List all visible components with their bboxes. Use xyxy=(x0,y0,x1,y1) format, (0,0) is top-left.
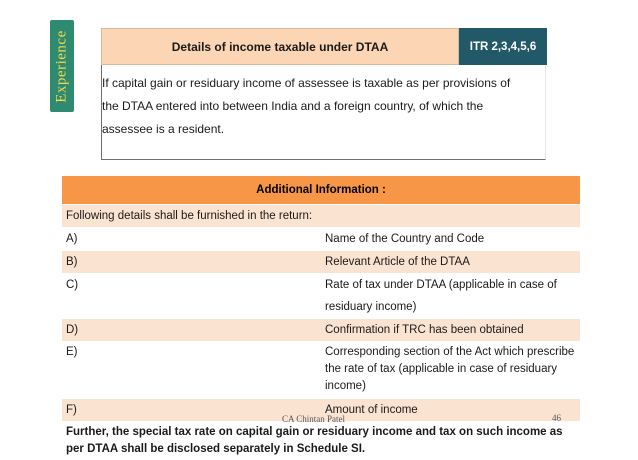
table-header-row xyxy=(62,176,580,205)
table-row xyxy=(62,319,580,342)
table-row xyxy=(62,342,580,399)
row-text: Rate of tax under DTAA (applicable in case of residuary income) xyxy=(321,274,580,319)
topic-title: Details of income taxable under DTAA xyxy=(101,28,459,65)
description-line: If capital gain or residuary income of assessee is taxable as per provisions of xyxy=(102,72,545,95)
row-letter: A) xyxy=(62,228,321,251)
itr-forms-badge: ITR 2,3,4,5,6 xyxy=(459,28,547,65)
row-letter: C) xyxy=(62,274,321,319)
row-text: Name of the Country and Code xyxy=(321,228,580,251)
row-text: Confirmation if TRC has been obtained xyxy=(321,319,580,342)
table-note: Further, the special tax rate on capital gain or residuary income and tax on such income as per DTAA shall be disclosed separately in Schedule SI. xyxy=(62,422,580,460)
description-line: the DTAA entered into between India and a foreign country, of which the xyxy=(102,95,545,118)
table-row xyxy=(62,274,580,319)
row-letter: B) xyxy=(62,251,321,274)
row-text: Amount of income xyxy=(321,399,580,422)
table-row xyxy=(62,251,580,274)
row-letter: F) xyxy=(62,399,321,422)
description-box xyxy=(101,65,546,160)
section-tab xyxy=(50,20,74,112)
table-header: Additional Information : xyxy=(62,176,580,205)
table-row xyxy=(62,205,580,228)
row-letter: D) xyxy=(62,319,321,342)
row-text: Relevant Article of the DTAA xyxy=(321,251,580,274)
description-line: assessee is a resident. xyxy=(102,118,545,141)
table-row xyxy=(62,422,580,460)
row-letter: E) xyxy=(62,342,321,399)
section-tab-label: Experience xyxy=(54,30,71,102)
row-text: Corresponding section of the Act which prescribe the rate of tax (applicable in case of residuary income) xyxy=(321,342,580,399)
page-number: 46 xyxy=(552,413,561,423)
table-intro: Following details shall be furnished in the return: xyxy=(62,205,580,228)
topic-header xyxy=(101,28,547,65)
table-row xyxy=(62,228,580,251)
footer-author: CA Chintan Patel xyxy=(282,414,345,424)
